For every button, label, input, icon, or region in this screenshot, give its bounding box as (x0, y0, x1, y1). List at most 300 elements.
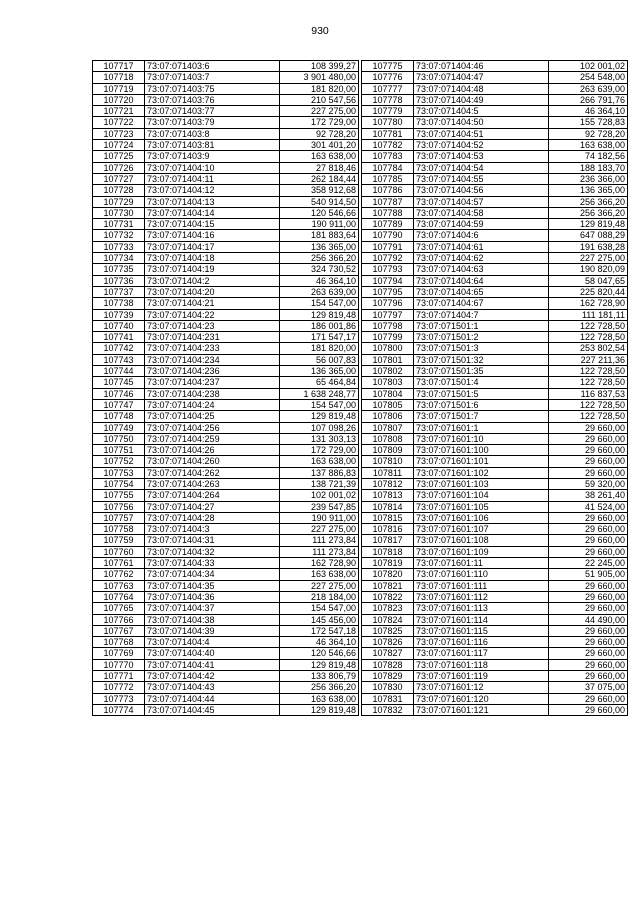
table-row (362, 546, 628, 557)
cadastral-number-cell: 73:07:071404:47 (414, 72, 549, 83)
table-row (362, 332, 628, 343)
row-number-cell: 107764 (93, 591, 145, 602)
value-cell: 3 901 480,00 (280, 72, 359, 83)
row-number-cell: 107717 (93, 61, 145, 72)
table-row (362, 693, 628, 704)
cadastral-number-cell: 73:07:071601:107 (414, 524, 549, 535)
row-number-cell: 107737 (93, 286, 145, 297)
cadastral-number-cell: 73:07:071404:238 (145, 388, 280, 399)
row-number-cell: 107826 (362, 637, 414, 648)
cadastral-number-cell: 73:07:071403:9 (145, 151, 280, 162)
table-row (93, 128, 359, 139)
table-row (362, 456, 628, 467)
row-number-cell: 107823 (362, 603, 414, 614)
row-number-cell: 107775 (362, 61, 414, 72)
row-number-cell: 107782 (362, 140, 414, 151)
table-row (362, 524, 628, 535)
table-row (362, 219, 628, 230)
row-number-cell: 107748 (93, 411, 145, 422)
table-row (93, 456, 359, 467)
cadastral-number-cell: 73:07:071404:36 (145, 591, 280, 602)
table-row (93, 422, 359, 433)
table-row (362, 320, 628, 331)
cadastral-number-cell: 73:07:071404:24 (145, 399, 280, 410)
cadastral-number-cell: 73:07:071601:121 (414, 704, 549, 715)
table-row (93, 433, 359, 444)
value-cell: 51 905,00 (549, 569, 628, 580)
value-cell: 74 182,56 (549, 151, 628, 162)
value-cell: 111 273,84 (280, 546, 359, 557)
cadastral-number-cell: 73:07:071501:35 (414, 366, 549, 377)
value-cell: 108 399,27 (280, 61, 359, 72)
cadastral-number-cell: 73:07:071404:38 (145, 614, 280, 625)
row-number-cell: 107830 (362, 682, 414, 693)
value-cell: 38 261,40 (549, 490, 628, 501)
table-row (362, 512, 628, 523)
value-cell: 120 546,66 (280, 648, 359, 659)
row-number-cell: 107718 (93, 72, 145, 83)
table-row (93, 196, 359, 207)
cadastral-number-cell: 73:07:071404:264 (145, 490, 280, 501)
row-number-cell: 107778 (362, 94, 414, 105)
cadastral-number-cell: 73:07:071404:4 (145, 637, 280, 648)
cadastral-number-cell: 73:07:071404:42 (145, 671, 280, 682)
row-number-cell: 107808 (362, 433, 414, 444)
row-number-cell: 107757 (93, 512, 145, 523)
cadastral-number-cell: 73:07:071404:19 (145, 264, 280, 275)
row-number-cell: 107738 (93, 298, 145, 309)
value-cell: 145 456,00 (280, 614, 359, 625)
cadastral-number-cell: 73:07:071601:108 (414, 535, 549, 546)
value-cell: 263 639,00 (549, 83, 628, 94)
row-number-cell: 107727 (93, 173, 145, 184)
row-number-cell: 107761 (93, 558, 145, 569)
cadastral-number-cell: 73:07:071404:256 (145, 422, 280, 433)
value-cell: 29 660,00 (549, 648, 628, 659)
row-number-cell: 107719 (93, 83, 145, 94)
value-cell: 162 728,90 (549, 298, 628, 309)
cadastral-number-cell: 73:07:071403:6 (145, 61, 280, 72)
cadastral-number-cell: 73:07:071404:63 (414, 264, 549, 275)
cadastral-number-cell: 73:07:071404:21 (145, 298, 280, 309)
row-number-cell: 107832 (362, 704, 414, 715)
row-number-cell: 107769 (93, 648, 145, 659)
value-cell: 138 721,39 (280, 478, 359, 489)
cadastral-number-cell: 73:07:071601:111 (414, 580, 549, 591)
value-cell: 227 275,00 (280, 106, 359, 117)
row-number-cell: 107787 (362, 196, 414, 207)
table-row (93, 106, 359, 117)
cadastral-number-cell: 73:07:071601:101 (414, 456, 549, 467)
cadastral-number-cell: 73:07:071404:12 (145, 185, 280, 196)
value-cell: 190 911,00 (280, 219, 359, 230)
cadastral-number-cell: 73:07:071601:1 (414, 422, 549, 433)
row-number-cell: 107747 (93, 399, 145, 410)
row-number-cell: 107765 (93, 603, 145, 614)
cadastral-number-cell: 73:07:071404:27 (145, 501, 280, 512)
cadastral-number-cell: 73:07:071404:237 (145, 377, 280, 388)
value-cell: 163 638,00 (280, 456, 359, 467)
cadastral-number-cell: 73:07:071601:118 (414, 659, 549, 670)
value-cell: 129 819,48 (280, 704, 359, 715)
row-number-cell: 107723 (93, 128, 145, 139)
cadastral-number-cell: 73:07:071404:52 (414, 140, 549, 151)
cadastral-number-cell: 73:07:071404:35 (145, 580, 280, 591)
row-number-cell: 107741 (93, 332, 145, 343)
cadastral-number-cell: 73:07:071404:59 (414, 219, 549, 230)
table-row (93, 94, 359, 105)
row-number-cell: 107777 (362, 83, 414, 94)
value-cell: 29 660,00 (549, 512, 628, 523)
row-number-cell: 107726 (93, 162, 145, 173)
cadastral-number-cell: 73:07:071404:6 (414, 230, 549, 241)
cadastral-number-cell: 73:07:071403:77 (145, 106, 280, 117)
value-cell: 218 184,00 (280, 591, 359, 602)
table-row (93, 445, 359, 456)
row-number-cell: 107785 (362, 173, 414, 184)
cadastral-number-cell: 73:07:071403:79 (145, 117, 280, 128)
row-number-cell: 107774 (93, 704, 145, 715)
table-row (362, 659, 628, 670)
cadastral-number-cell: 73:07:071404:236 (145, 366, 280, 377)
cadastral-number-cell: 73:07:071404:62 (414, 253, 549, 264)
row-number-cell: 107746 (93, 388, 145, 399)
value-cell: 122 728,50 (549, 377, 628, 388)
value-cell: 111 181,11 (549, 309, 628, 320)
row-number-cell: 107780 (362, 117, 414, 128)
row-number-cell: 107755 (93, 490, 145, 501)
page-number: 930 (311, 25, 329, 37)
table-row (93, 162, 359, 173)
table-row (93, 546, 359, 557)
row-number-cell: 107786 (362, 185, 414, 196)
table-row (362, 399, 628, 410)
cadastral-number-cell: 73:07:071404:33 (145, 558, 280, 569)
row-number-cell: 107729 (93, 196, 145, 207)
value-cell: 29 660,00 (549, 467, 628, 478)
cadastral-number-cell: 73:07:071601:109 (414, 546, 549, 557)
value-cell: 29 660,00 (549, 704, 628, 715)
value-cell: 301 401,20 (280, 140, 359, 151)
value-cell: 65 464,84 (280, 377, 359, 388)
table-row (362, 275, 628, 286)
value-cell: 210 547,56 (280, 94, 359, 105)
row-number-cell: 107792 (362, 253, 414, 264)
cadastral-number-cell: 73:07:071403:7 (145, 72, 280, 83)
table-row (362, 671, 628, 682)
cadastral-number-cell: 73:07:071601:115 (414, 625, 549, 636)
cadastral-number-cell: 73:07:071601:114 (414, 614, 549, 625)
table-row (93, 61, 359, 72)
row-number-cell: 107781 (362, 128, 414, 139)
cadastral-number-cell: 73:07:071601:11 (414, 558, 549, 569)
row-number-cell: 107772 (93, 682, 145, 693)
cadastral-number-cell: 73:07:071601:104 (414, 490, 549, 501)
table-row (93, 117, 359, 128)
table-row (93, 704, 359, 715)
cadastral-number-cell: 73:07:071601:103 (414, 478, 549, 489)
row-number-cell: 107820 (362, 569, 414, 580)
table-row (362, 637, 628, 648)
row-number-cell: 107797 (362, 309, 414, 320)
value-cell: 186 001,86 (280, 320, 359, 331)
value-cell: 171 547,17 (280, 332, 359, 343)
value-cell: 122 728,50 (549, 320, 628, 331)
row-number-cell: 107815 (362, 512, 414, 523)
value-cell: 136 365,00 (280, 366, 359, 377)
cadastral-number-cell: 73:07:071404:61 (414, 241, 549, 252)
row-number-cell: 107749 (93, 422, 145, 433)
cadastral-number-cell: 73:07:071404:262 (145, 467, 280, 478)
table-row (93, 309, 359, 320)
table-row (362, 535, 628, 546)
table-row (93, 558, 359, 569)
table-row (362, 230, 628, 241)
value-cell: 227 275,00 (549, 253, 628, 264)
row-number-cell: 107812 (362, 478, 414, 489)
table-row (93, 625, 359, 636)
row-number-cell: 107789 (362, 219, 414, 230)
row-number-cell: 107795 (362, 286, 414, 297)
cadastral-number-cell: 73:07:071601:110 (414, 569, 549, 580)
cadastral-number-cell: 73:07:071501:2 (414, 332, 549, 343)
table-row (93, 207, 359, 218)
row-number-cell: 107803 (362, 377, 414, 388)
value-cell: 136 365,00 (549, 185, 628, 196)
table-row (93, 241, 359, 252)
value-cell: 27 818,46 (280, 162, 359, 173)
cadastral-number-cell: 73:07:071501:5 (414, 388, 549, 399)
cadastral-number-cell: 73:07:071404:34 (145, 569, 280, 580)
parcel-table-left (92, 60, 359, 716)
row-number-cell: 107819 (362, 558, 414, 569)
row-number-cell: 107763 (93, 580, 145, 591)
table-row (93, 253, 359, 264)
table-row (362, 490, 628, 501)
value-cell: 227 211,36 (549, 354, 628, 365)
cadastral-number-cell: 73:07:071404:263 (145, 478, 280, 489)
cadastral-number-cell: 73:07:071403:81 (145, 140, 280, 151)
value-cell: 181 820,00 (280, 343, 359, 354)
table-row (93, 682, 359, 693)
row-number-cell: 107827 (362, 648, 414, 659)
row-number-cell: 107742 (93, 343, 145, 354)
value-cell: 155 728,83 (549, 117, 628, 128)
row-number-cell: 107807 (362, 422, 414, 433)
table-row (93, 591, 359, 602)
row-number-cell: 107788 (362, 207, 414, 218)
table-row (93, 298, 359, 309)
table-row (362, 467, 628, 478)
value-cell: 256 366,20 (280, 253, 359, 264)
value-cell: 137 886,83 (280, 467, 359, 478)
table-row (362, 162, 628, 173)
value-cell: 263 639,00 (280, 286, 359, 297)
cadastral-number-cell: 73:07:071601:117 (414, 648, 549, 659)
table-row (93, 343, 359, 354)
value-cell: 44 490,00 (549, 614, 628, 625)
row-number-cell: 107794 (362, 275, 414, 286)
cadastral-number-cell: 73:07:071501:3 (414, 343, 549, 354)
row-number-cell: 107759 (93, 535, 145, 546)
value-cell: 154 547,00 (280, 603, 359, 614)
value-cell: 41 524,00 (549, 501, 628, 512)
cadastral-number-cell: 73:07:071601:106 (414, 512, 549, 523)
table-row (362, 478, 628, 489)
cadastral-number-cell: 73:07:071601:105 (414, 501, 549, 512)
table-row (93, 490, 359, 501)
table-row (362, 682, 628, 693)
cadastral-number-cell: 73:07:071404:50 (414, 117, 549, 128)
row-number-cell: 107814 (362, 501, 414, 512)
value-cell: 29 660,00 (549, 580, 628, 591)
cadastral-number-cell: 73:07:071404:20 (145, 286, 280, 297)
table-row (93, 693, 359, 704)
row-number-cell: 107758 (93, 524, 145, 535)
table-row (93, 366, 359, 377)
row-number-cell: 107767 (93, 625, 145, 636)
row-number-cell: 107831 (362, 693, 414, 704)
cadastral-number-cell: 73:07:071404:260 (145, 456, 280, 467)
row-number-cell: 107751 (93, 445, 145, 456)
row-number-cell: 107733 (93, 241, 145, 252)
cadastral-number-cell: 73:07:071404:25 (145, 411, 280, 422)
value-cell: 29 660,00 (549, 591, 628, 602)
table-row (93, 264, 359, 275)
cadastral-number-cell: 73:07:071404:46 (414, 61, 549, 72)
row-number-cell: 107784 (362, 162, 414, 173)
row-number-cell: 107829 (362, 671, 414, 682)
value-cell: 190 911,00 (280, 512, 359, 523)
cadastral-number-cell: 73:07:071403:76 (145, 94, 280, 105)
table-row (93, 332, 359, 343)
value-cell: 136 365,00 (280, 241, 359, 252)
value-cell: 29 660,00 (549, 637, 628, 648)
value-cell: 102 001,02 (280, 490, 359, 501)
table-row (362, 377, 628, 388)
cadastral-number-cell: 73:07:071601:112 (414, 591, 549, 602)
row-number-cell: 107806 (362, 411, 414, 422)
table-row (362, 241, 628, 252)
cadastral-number-cell: 73:07:071404:15 (145, 219, 280, 230)
table-row (362, 704, 628, 715)
value-cell: 29 660,00 (549, 524, 628, 535)
row-number-cell: 107790 (362, 230, 414, 241)
cadastral-number-cell: 73:07:071601:12 (414, 682, 549, 693)
cadastral-number-cell: 73:07:071501:32 (414, 354, 549, 365)
value-cell: 188 183,70 (549, 162, 628, 173)
row-number-cell: 107754 (93, 478, 145, 489)
row-number-cell: 107813 (362, 490, 414, 501)
cadastral-number-cell: 73:07:071404:28 (145, 512, 280, 523)
table-row (362, 366, 628, 377)
cadastral-number-cell: 73:07:071404:7 (414, 309, 549, 320)
cadastral-number-cell: 73:07:071404:13 (145, 196, 280, 207)
value-cell: 540 914,50 (280, 196, 359, 207)
value-cell: 227 275,00 (280, 580, 359, 591)
cadastral-number-cell: 73:07:071404:39 (145, 625, 280, 636)
table-row (362, 151, 628, 162)
row-number-cell: 107756 (93, 501, 145, 512)
value-cell: 172 547,18 (280, 625, 359, 636)
cadastral-number-cell: 73:07:071404:58 (414, 207, 549, 218)
table-row (93, 173, 359, 184)
value-cell: 239 547,85 (280, 501, 359, 512)
cadastral-number-cell: 73:07:071404:234 (145, 354, 280, 365)
table-row (362, 117, 628, 128)
value-cell: 59 320,00 (549, 478, 628, 489)
row-number-cell: 107771 (93, 671, 145, 682)
value-cell: 133 806,79 (280, 671, 359, 682)
table-row (93, 320, 359, 331)
cadastral-number-cell: 73:07:071404:2 (145, 275, 280, 286)
cadastral-number-cell: 73:07:071404:259 (145, 433, 280, 444)
cadastral-number-cell: 73:07:071601:100 (414, 445, 549, 456)
value-cell: 256 366,20 (549, 207, 628, 218)
row-number-cell: 107801 (362, 354, 414, 365)
row-number-cell: 107822 (362, 591, 414, 602)
value-cell: 29 660,00 (549, 422, 628, 433)
cadastral-number-cell: 73:07:071404:37 (145, 603, 280, 614)
value-cell: 29 660,00 (549, 546, 628, 557)
value-cell: 1 638 248,77 (280, 388, 359, 399)
value-cell: 236 366,00 (549, 173, 628, 184)
table-row (362, 501, 628, 512)
row-number-cell: 107750 (93, 433, 145, 444)
row-number-cell: 107728 (93, 185, 145, 196)
value-cell: 29 660,00 (549, 433, 628, 444)
row-number-cell: 107744 (93, 366, 145, 377)
table-row (93, 286, 359, 297)
value-cell: 154 547,00 (280, 399, 359, 410)
cadastral-number-cell: 73:07:071404:17 (145, 241, 280, 252)
cadastral-number-cell: 73:07:071601:120 (414, 693, 549, 704)
row-number-cell: 107791 (362, 241, 414, 252)
row-number-cell: 107770 (93, 659, 145, 670)
table-row (362, 411, 628, 422)
row-number-cell: 107817 (362, 535, 414, 546)
cadastral-number-cell: 73:07:071403:8 (145, 128, 280, 139)
value-cell: 172 729,00 (280, 445, 359, 456)
cadastral-number-cell: 73:07:071404:231 (145, 332, 280, 343)
row-number-cell: 107735 (93, 264, 145, 275)
value-cell: 163 638,00 (549, 140, 628, 151)
cadastral-number-cell: 73:07:071404:57 (414, 196, 549, 207)
cadastral-number-cell: 73:07:071404:14 (145, 207, 280, 218)
row-number-cell: 107736 (93, 275, 145, 286)
cadastral-number-cell: 73:07:071601:102 (414, 467, 549, 478)
value-cell: 122 728,50 (549, 332, 628, 343)
table-row (93, 524, 359, 535)
row-number-cell: 107800 (362, 343, 414, 354)
cadastral-number-cell: 73:07:071404:23 (145, 320, 280, 331)
value-cell: 46 364,10 (280, 637, 359, 648)
row-number-cell: 107805 (362, 399, 414, 410)
value-cell: 154 547,00 (280, 298, 359, 309)
cadastral-number-cell: 73:07:071601:10 (414, 433, 549, 444)
value-cell: 102 001,02 (549, 61, 628, 72)
row-number-cell: 107731 (93, 219, 145, 230)
table-row (93, 512, 359, 523)
cadastral-number-cell: 73:07:071404:67 (414, 298, 549, 309)
value-cell: 227 275,00 (280, 524, 359, 535)
cadastral-number-cell: 73:07:071404:53 (414, 151, 549, 162)
table-row (93, 467, 359, 478)
cadastral-number-cell: 73:07:071404:11 (145, 173, 280, 184)
row-number-cell: 107809 (362, 445, 414, 456)
cadastral-number-cell: 73:07:071404:233 (145, 343, 280, 354)
cadastral-number-cell: 73:07:071404:5 (414, 106, 549, 117)
